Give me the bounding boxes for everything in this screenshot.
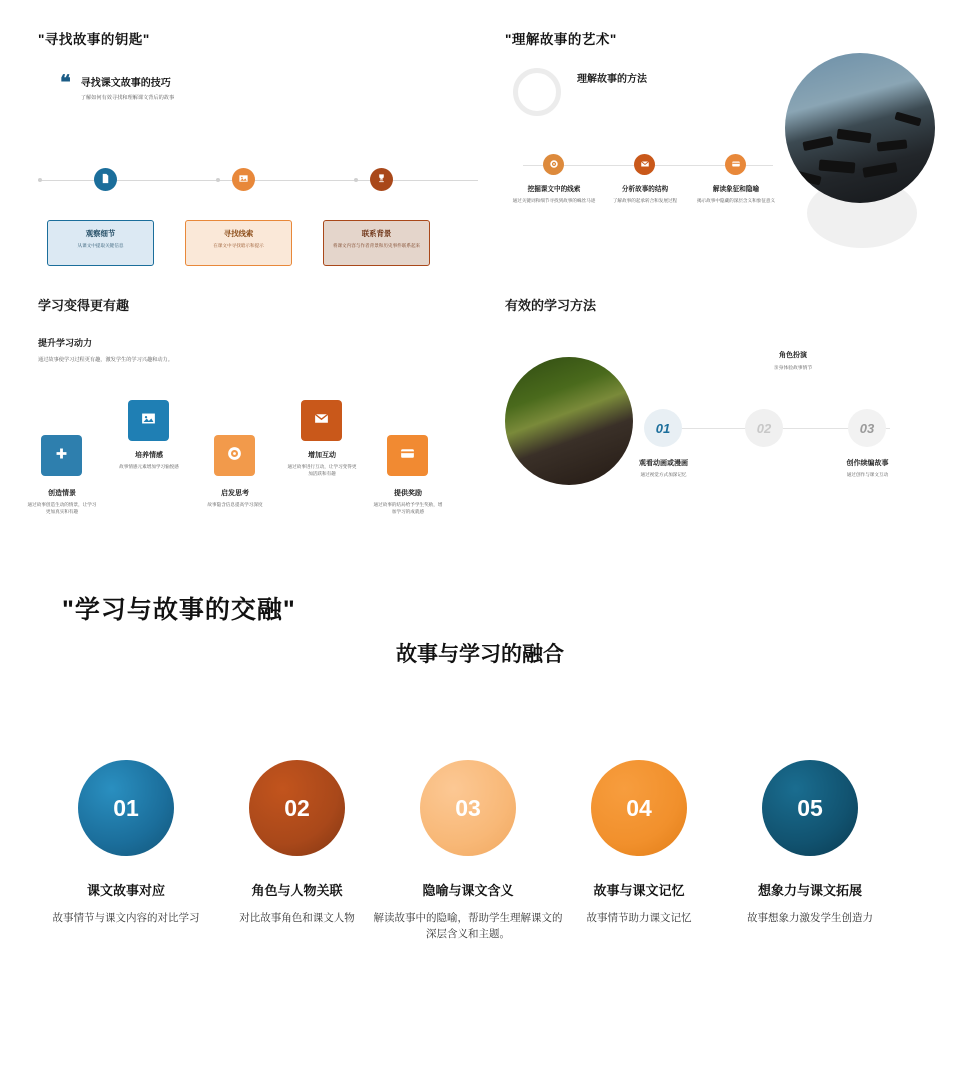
mail-icon	[640, 156, 650, 174]
panel3-item-1-desc: 通过故事创造生动的情景，让学习更加真实和有趣	[27, 502, 97, 514]
panel2-node-1[interactable]	[543, 154, 564, 175]
panel5-bubble-1-num: 01	[113, 794, 139, 821]
panel5-bubble-4-num: 04	[626, 794, 652, 821]
panel5-bubble-4-desc: 故事情节助力课文记忆	[586, 912, 692, 924]
image-icon	[140, 410, 157, 432]
panel3-caption-5	[372, 488, 444, 516]
panel5-bubble-1[interactable]	[78, 760, 174, 856]
panel5-bubble-3-title: 隐喻与课文含义	[422, 883, 514, 898]
panel5-bubble-1-title: 课文故事对应	[86, 883, 165, 898]
panel3-tile-1[interactable]	[41, 435, 82, 476]
document-icon	[100, 171, 111, 189]
panel5-bubble-2-num: 02	[284, 794, 310, 821]
panel5-bubble-2[interactable]	[249, 760, 345, 856]
panel3-subtext: 通过故事使学习过程更有趣，激发学生的学习兴趣和动力。	[38, 357, 173, 363]
panel4-step-2-circle[interactable]	[745, 409, 783, 447]
panel1-node-1[interactable]	[94, 168, 117, 191]
panel3-item-1-title: 创造情景	[48, 490, 76, 497]
panel2-step-2-desc: 了解故事的起承转合和发展过程	[612, 198, 678, 203]
panel5-bubble-5-desc: 故事想象力激发学生创造力	[747, 912, 873, 924]
panel4-number-row	[639, 400, 930, 477]
panel3-tile-2[interactable]	[128, 400, 169, 441]
panel3-item-4-title: 增加互动	[308, 452, 336, 459]
panel4-title: 有效的学习方法	[505, 298, 597, 313]
trophy-icon	[376, 171, 387, 189]
panel4-top-item	[733, 350, 853, 371]
panel4-top-title: 角色扮演	[779, 352, 807, 359]
panel5-caption-2	[202, 880, 392, 927]
panel5-bubble-1-desc: 故事情节与课文内容的对比学习	[52, 912, 200, 924]
panel2-step-3-title: 解读象征和隐喻	[712, 186, 760, 193]
panel5-subtitle: 故事与学习的融合	[396, 643, 564, 666]
panel2-step-1-title: 挖掘课文中的线索	[527, 186, 581, 193]
panel3-tile-5[interactable]	[387, 435, 428, 476]
quote-mark-icon: ❝	[60, 72, 71, 94]
decorative-ring	[513, 68, 561, 116]
panel3-item-5-desc: 通过故事的结局给予学生奖励，增加学习的成就感	[373, 502, 443, 514]
panel4-step-3-circle[interactable]	[848, 409, 886, 447]
panel2-step-1-desc: 通过关键词和细节寻找到故事的蛛丝马迹	[512, 198, 596, 203]
panel4-step-1-num: 01	[655, 420, 671, 436]
panel4-step-1-caption	[611, 458, 716, 479]
panel-effective-methods	[505, 295, 935, 545]
panel1-node-3[interactable]	[370, 168, 393, 191]
panel2-step-1	[510, 183, 598, 204]
image-icon	[238, 171, 249, 189]
panel5-bubble-5-num: 05	[797, 794, 823, 821]
panel5-bubble-4[interactable]	[591, 760, 687, 856]
panel1-quote-block	[60, 74, 478, 103]
timeline-dot	[38, 178, 42, 182]
panel1-card-2-title: 寻找线索	[223, 229, 254, 238]
target-icon	[226, 445, 243, 467]
panel3-caption-2	[113, 450, 185, 471]
panel5-caption-5	[715, 880, 905, 927]
panel3-item-5-title: 提供奖励	[394, 490, 422, 497]
panel4-top-desc: 亲身体验故事情节	[773, 366, 813, 371]
panel3-item-3-desc: 故事隐含信息提高学习深度	[207, 502, 263, 507]
panel2-node-3[interactable]	[725, 154, 746, 175]
panel1-card-3-desc: 将课文内容与作者背景和历史事件联系起来	[332, 243, 421, 248]
panel-finding-story-key	[38, 28, 478, 248]
panel5-bubble-5[interactable]	[762, 760, 858, 856]
panel3-item-4-desc: 通过故事进行互动，让学习变得更加活跃和有趣	[287, 464, 357, 476]
panel2-heading: 理解故事的方法	[577, 74, 647, 85]
panel1-card-1[interactable]	[47, 220, 154, 266]
panel5-caption-3	[373, 880, 563, 943]
panel4-step-3-title: 创作续编故事	[846, 460, 889, 467]
panel1-card-3[interactable]	[323, 220, 430, 266]
panel2-node-2[interactable]	[634, 154, 655, 175]
card-icon	[731, 156, 741, 174]
panel5-bubble-2-desc: 对比故事角色和课文人物	[239, 912, 355, 924]
panel5-bubble-2-title: 角色与人物关联	[251, 883, 343, 898]
panel1-subtext: 了解如何有效寻找和理解课文背后的故事	[80, 95, 175, 101]
panel5-bubble-5-title: 想象力与课文拓展	[757, 883, 862, 898]
graduation-photo	[785, 53, 935, 203]
panel3-caption-4	[286, 450, 358, 478]
panel-art-of-understanding	[505, 28, 935, 258]
panel4-step-2-num: 02	[756, 420, 772, 436]
panel5-caption-1	[31, 880, 221, 927]
timeline-dot	[216, 178, 220, 182]
panel2-step-2-title: 分析故事的结构	[621, 186, 669, 193]
panel-blending-learning-story	[0, 580, 960, 1060]
panel5-bubble-3[interactable]	[420, 760, 516, 856]
panel2-step-3	[692, 183, 780, 204]
panel1-quote-title: "寻找故事的钥匙"	[38, 32, 150, 47]
target-icon	[549, 156, 559, 174]
panel4-step-1-desc: 通过视觉方式加深记忆	[640, 472, 687, 477]
panel1-card-2-desc: 在课文中寻找暗示和提示	[213, 243, 264, 248]
panel4-step-1-circle[interactable]	[644, 409, 682, 447]
panel5-caption-4	[544, 880, 734, 927]
panel2-step-2	[601, 183, 689, 204]
panel2-step-3-desc: 揭示故事中隐藏的深层含义和象征意义	[696, 198, 776, 203]
panel3-title: 学习变得更有趣	[38, 298, 130, 313]
panel3-item-2-desc: 故事情感元素增加学习愉悦感	[119, 464, 179, 469]
panel1-card-2[interactable]	[185, 220, 292, 266]
panel3-caption-1	[26, 488, 98, 516]
panel1-card-1-title: 观察细节	[85, 229, 116, 238]
panel2-quote-title: "理解故事的艺术"	[505, 32, 617, 47]
panel4-step-3-desc: 通过创作与课文互动	[846, 472, 889, 477]
mail-icon	[313, 410, 330, 432]
panel4-step-1-title: 观看动画或漫画	[639, 460, 688, 467]
panel4-step-3-num: 03	[859, 420, 875, 436]
panel5-quote-title: "学习与故事的交融"	[62, 596, 296, 624]
panel1-card-3-title: 联系背景	[361, 229, 392, 238]
panel5-bubble-4-title: 故事与课文记忆	[593, 883, 685, 898]
panel4-step-3-caption	[815, 458, 920, 479]
card-icon	[399, 445, 416, 467]
panel3-tile-4[interactable]	[301, 400, 342, 441]
first-aid-icon	[53, 445, 70, 467]
panel5-bubble-3-num: 03	[455, 794, 481, 821]
panel1-node-2[interactable]	[232, 168, 255, 191]
panel3-heading: 提升学习动力	[38, 338, 93, 348]
panel1-heading: 寻找课文故事的技巧	[80, 78, 171, 89]
panel5-bubble-3-desc: 解读故事中的隐喻，帮助学生理解课文的深层含义和主题。	[373, 912, 563, 940]
panel3-item-2-title: 培养情感	[135, 452, 163, 459]
panel-learning-more-fun	[27, 295, 488, 555]
panel3-item-3-title: 启发思考	[221, 490, 249, 497]
timeline-dot	[354, 178, 358, 182]
panel3-caption-3	[199, 488, 271, 509]
panel3-tile-3[interactable]	[214, 435, 255, 476]
panel1-card-1-desc: 从课文中提取关键信息	[77, 243, 124, 248]
